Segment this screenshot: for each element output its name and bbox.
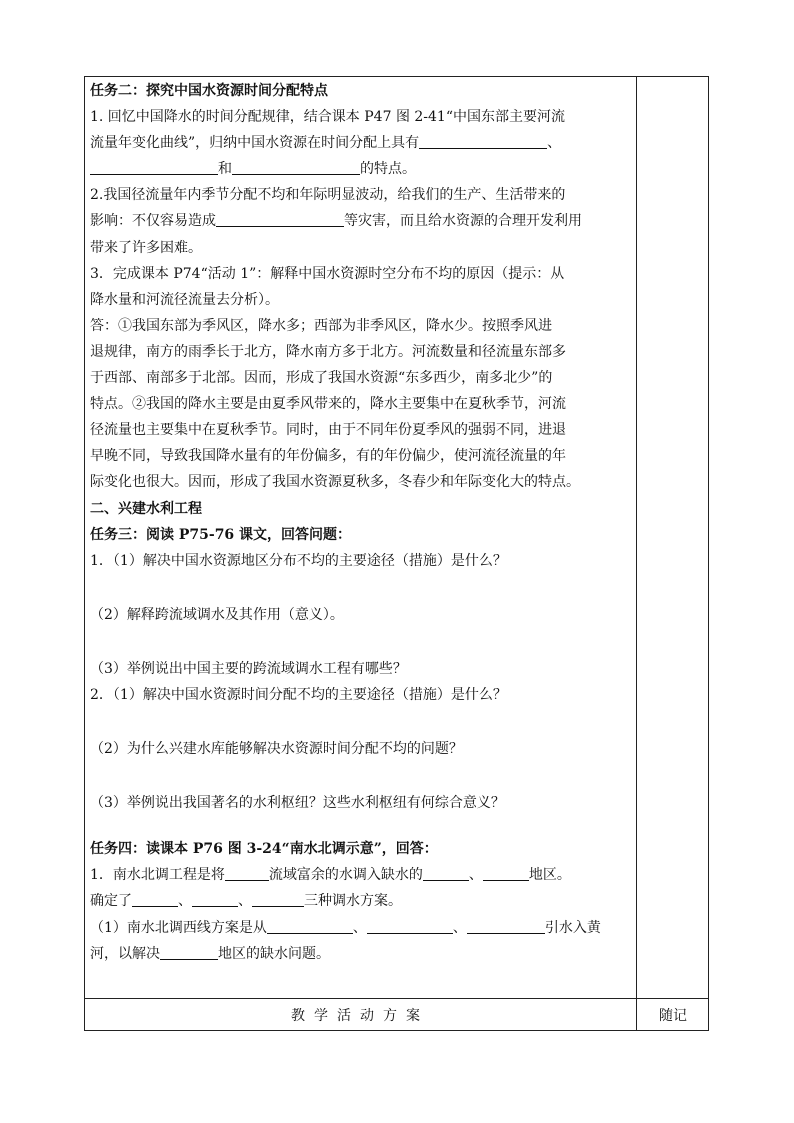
answer-blank[interactable] <box>192 891 238 907</box>
answer-blank[interactable] <box>232 159 360 175</box>
answer-line: 际变化也很大。因而，形成了我国水资源夏秋多，冬春少和年际变化大的特点。 <box>90 474 580 491</box>
task3-title: 任务三：阅读 P75-76 课文，回答问题： <box>90 526 352 543</box>
footer-notes-label: 随记 <box>659 1008 687 1024</box>
text: 、 <box>238 893 252 910</box>
answer-line: 早晚不同，导致我国降水量有的年份偏多，有的年份偏少，使河流径流量的年 <box>90 448 566 465</box>
task3-q2-1: 2．（1）解决中国水资源时间分配不均的主要途径（措施）是什么？ <box>90 686 507 703</box>
answer-blank[interactable] <box>419 133 547 149</box>
footer-plan-label: 教学活动方案 <box>291 1008 429 1024</box>
answer-blank[interactable] <box>367 918 453 934</box>
text: （1）南水北调西线方案是从 <box>90 919 267 936</box>
answer-blank[interactable] <box>225 865 269 881</box>
text: 、 <box>178 893 192 910</box>
answer-blank[interactable] <box>483 865 529 881</box>
answer-line: 径流量也主要集中在夏秋季节。同时，由于不同年份夏季风的强弱不同，进退 <box>90 422 566 439</box>
text: 等灾害，而且给水资源的合理开发利用 <box>344 213 582 230</box>
task3-q2-2: （2）为什么兴建水库能够解决水资源时间分配不均的问题？ <box>90 741 463 758</box>
task2-q2-line2 <box>90 208 634 234</box>
section2-title: 二、兴建水利工程 <box>90 500 202 517</box>
text: 和 <box>218 161 232 178</box>
text: 地区。 <box>528 867 571 884</box>
lesson-content <box>90 78 634 967</box>
task2-title: 任务二：探究中国水资源时间分配特点 <box>90 83 328 99</box>
text: 、 <box>547 135 562 152</box>
answer-line: 特点。②我国的降水主要是由夏季风带来的，降水主要集中在夏秋季节，河流 <box>90 396 566 413</box>
text: 流量年变化曲线”，归纳中国水资源在时间分配上具有 <box>90 135 420 152</box>
answer-blank[interactable] <box>267 918 353 934</box>
answer-blank[interactable] <box>216 211 344 227</box>
answer-blank[interactable] <box>160 944 218 960</box>
task2-q1-line1: 1. 回忆中国降水的时间分配规律，结合课本 P47 图 2-41“中国东部主要河流 <box>90 109 566 126</box>
text: 确定了 <box>90 893 132 910</box>
text: 流域富余的水调入缺水的 <box>268 867 423 884</box>
text: 影响：不仅容易造成 <box>90 213 216 230</box>
task2-q3-line2: 降水量和河流径流量去分析）。 <box>90 291 279 308</box>
task2-q2-line1: 2.我国径流量年内季节分配不均和年际明显波动，给我们的生产、生活带来的 <box>90 187 566 204</box>
answer-blank[interactable] <box>467 918 545 934</box>
task3-q2-3: （3）举例说出我国著名的水利枢纽？这些水利枢纽有何综合意义？ <box>90 795 505 812</box>
task3-q1-2: （2）解释跨流域调水及其作用（意义）。 <box>90 606 344 623</box>
task2-q2-line3: 带来了许多困难。 <box>90 239 202 256</box>
text: 、 <box>352 919 367 936</box>
answer-blank[interactable] <box>132 891 178 907</box>
notes-column-divider <box>636 76 637 1031</box>
task4-line3 <box>90 915 634 941</box>
task4-line2 <box>90 888 634 914</box>
text: 河，以解决 <box>90 945 160 962</box>
task2-q1-line3 <box>90 156 634 182</box>
answer-blank[interactable] <box>423 865 469 881</box>
task3-q1-3: （3）举例说出中国主要的跨流域调水工程有哪些？ <box>90 660 407 677</box>
task4-line4 <box>90 941 634 967</box>
task2-q3-line1: 3．完成课本 P74“活动 1”：解释中国水资源时空分布不均的原因（提示：从 <box>90 265 565 282</box>
text: 三种调水方案。 <box>304 893 402 910</box>
answer-blank[interactable] <box>252 891 304 907</box>
text: 引水入黄 <box>544 919 601 936</box>
task4-title: 任务四：读课本 P76 图 3-24“南水北调示意”，回答： <box>90 841 438 858</box>
answer-blank[interactable] <box>90 159 218 175</box>
answer-line: 答：①我国东部为季风区，降水多；西部为非季风区，降水少。按照季风进 <box>90 317 552 334</box>
task3-q1-1: 1．（1）解决中国水资源地区分布不均的主要途径（措施）是什么？ <box>90 552 507 569</box>
text: 、 <box>468 867 483 884</box>
text: 1．南水北调工程是将 <box>90 867 225 884</box>
text: 的特点。 <box>360 161 416 178</box>
text: 、 <box>452 919 467 936</box>
answer-line: 于西部、南部多于北部。因而，形成了我国水资源“东多西少，南多北少”的 <box>90 370 553 387</box>
text: 地区的缺水问题。 <box>218 945 330 962</box>
task4-line1 <box>90 862 634 888</box>
task2-q1-line2 <box>90 130 634 156</box>
answer-line: 退规律，南方的雨季长于北方，降水南方多于北方。河流数量和径流量东部多 <box>90 343 566 360</box>
